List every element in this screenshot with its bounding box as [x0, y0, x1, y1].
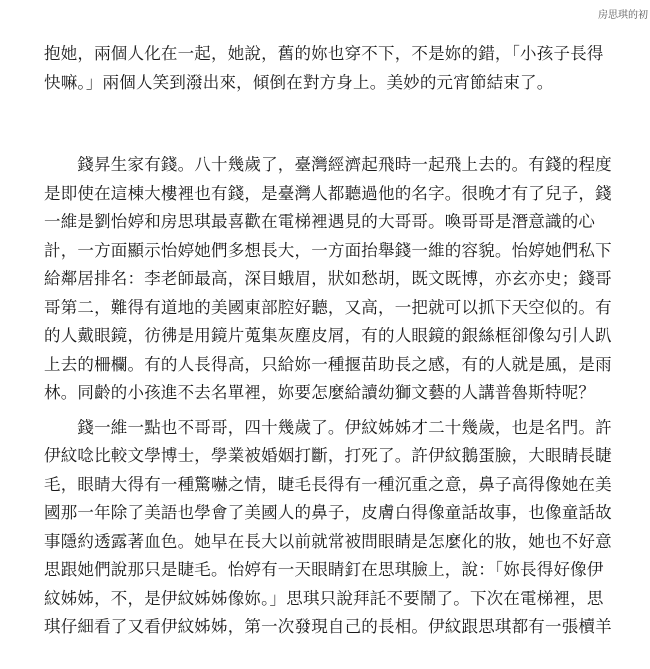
text-line: 毛，眼睛大得有一種驚嚇之情，睫毛長得有一種沉重之意，鼻子高得像她在美: [44, 474, 612, 494]
running-header: 房思琪的初: [598, 10, 648, 21]
text-line: 錢一維一點也不哥哥，四十幾歲了。伊紋姊姊才二十幾歲，也是名門。許: [44, 417, 612, 437]
paragraph-3: [44, 414, 614, 642]
text-line: 一維是劉怡婷和房思琪最喜歡在電梯裡遇見的大哥哥。喚哥哥是潛意識的心: [44, 212, 596, 231]
text-line: 思跟她們說那只是睫毛。怡婷有一天眼睛釘在思琪臉上，說：「妳長得好像伊: [44, 560, 604, 579]
text-line: 琪仔細看了又看伊紋姊姊，第一次發現自己的長相。伊紋跟思琪都有一張櫝羊: [44, 617, 612, 636]
text-line: 事隱約透露著血色。她早在長大以前就常被問眼睛是怎麼化的妝，她也不好意: [44, 531, 612, 551]
text-line: 錢昇生家有錢。八十幾歲了，臺灣經濟起飛時一起飛上去的。有錢的程度: [44, 155, 612, 174]
text-line: 是即使在這棟大樓裡也有錢，是臺灣人都聽過他的名字。很晚才有了兒子，錢: [44, 183, 612, 203]
text-line: 快嘛。」兩個人笑到潑出來，傾倒在對方身上。美妙的元宵節結束了。: [44, 72, 554, 92]
page-body: [44, 40, 614, 642]
text-line: 紋姊姊，不，是伊紋姊姊像妳。」思琪只說拜託不要鬧了。下次在電梯裡，思: [44, 588, 604, 608]
text-line: 國那一年除了美語也學會了美國人的鼻子，皮膚白得像童話故事，也像童話故: [44, 503, 612, 522]
text-line: 林。同齡的小孩進不去名單裡，妳要怎麼給讀幼獅文藝的人講普魯斯特呢？: [44, 383, 596, 402]
text-line: 伊紋唸比較文學博士，學業被婚姻打斷，打死了。許伊紋鵝蛋臉，大眼睛長睫: [44, 446, 612, 465]
text-line: 哥第二，難得有道地的美國東部腔好聽，又高，一把就可以抓下天空似的。有: [44, 297, 612, 317]
text-line: 計，一方面顯示怡婷她們多想長大，一方面抬舉錢一維的容貌。怡婷她們私下: [44, 240, 612, 260]
paragraph-1: [44, 40, 614, 97]
text-line: 的人戴眼鏡，彷彿是用鏡片蒐集灰塵皮屑，有的人眼鏡的銀絲框卻像勾引人趴: [44, 326, 612, 345]
paragraph-spacer: [44, 97, 614, 151]
text-line: 抱她，兩個人化在一起，她說，舊的妳也穿不下，不是妳的錯，「小孩子長得: [44, 44, 604, 63]
text-line: 上去的柵欄。有的人長得高，只給妳一種揠苗助長之感，有的人就是風，是雨: [44, 354, 612, 374]
paragraph-2: [44, 151, 614, 408]
text-line: 給鄰居排名：李老師最高，深目蛾眉，狀如愁胡，既文既博，亦玄亦史；錢哥: [44, 269, 612, 288]
